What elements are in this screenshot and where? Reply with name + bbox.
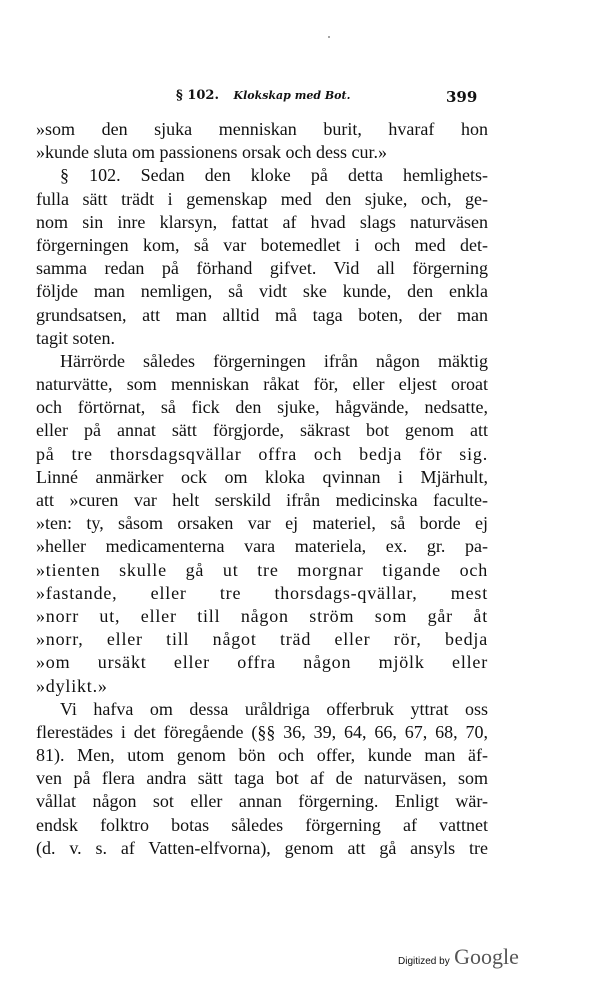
text-line: »om ursäkt eller offra någon mjölk eller [36, 652, 488, 673]
text-line: nom sin inre klarsyn, fattat af hvad slags naturväsen [36, 211, 488, 232]
text-line: »norr, eller till något träd eller rör, bedja [36, 629, 488, 650]
text-line: fulla sätt trädt i gemenskap med den sjuke, och, ge- [36, 188, 488, 209]
text-line: vållat någon sot eller annan förgerning. Enligt wär- [36, 791, 488, 812]
text-line: »tienten skulle gå ut tre morgnar tigande och [36, 559, 488, 580]
text-line: samma redan på förhand gifvet. Vid all förgerning [36, 258, 488, 279]
text-line: naturvätte, som menniskan råkat för, eller eljest oroat [36, 374, 488, 395]
text-line: eller på annat sätt förgjorde, säkrast bot genom att [36, 420, 488, 441]
page-number: 399 [446, 88, 478, 106]
text-line: grundsatsen, att man alltid må taga boten, der man [36, 304, 488, 325]
text-line: förgerningen kom, så var botemedlet i och med det- [36, 234, 488, 255]
text-line: »kunde sluta om passionens orsak och dess cur.» [36, 142, 387, 163]
text-line: ven på flera andra sätt taga bot af de naturväsen, som [36, 768, 488, 789]
text-line: och förtörnat, så fick den sjuke, hågvände, nedsatte, [36, 397, 488, 418]
text-line: »heller medicamenterna vara materiela, ex. gr. pa- [36, 536, 488, 557]
text-line: tagit soten. [36, 327, 115, 348]
running-title: Klokskap med Bot. [233, 89, 351, 102]
text-line: flerestädes i det föregående (§§ 36, 39, 64, 66, 67, 68, 70, [36, 721, 488, 742]
text-line: på tre thorsdagsqvällar offra och bedja för sig. [36, 443, 488, 464]
text-line: »som den sjuka menniskan burit, hvaraf hon [36, 119, 488, 139]
speck [328, 36, 330, 38]
digitization-watermark [398, 944, 519, 970]
text-line: följde man nemligen, så vidt ske kunde, den enkla [36, 281, 488, 302]
text-line: »ten: ty, såsom orsaken var ej materiel, så borde ej [36, 513, 488, 534]
text-line: (d. v. s. af Vatten-elfvorna), genom att gå ansyls tre [36, 837, 488, 858]
google-logo-text: Google [454, 944, 519, 969]
body-text [36, 118, 488, 860]
text-line: Härrörde således förgerningen ifrån någon mäktig [60, 350, 488, 371]
text-line: Linné anmärker ock om kloka qvinnan i Mjärhult, [36, 466, 488, 487]
digitized-by-label: Digitized by [398, 956, 450, 967]
section-number: § 102. [176, 88, 219, 103]
text-line: »fastande, eller tre thorsdags-qvällar, mest [36, 582, 488, 603]
text-line: Vi hafva om dessa uråldriga offerbruk yttrat oss [60, 698, 488, 719]
text-line: 81). Men, utom genom bön och offer, kunde man äf- [36, 745, 488, 766]
text-line: att »curen var helt serskild ifrån medicinska faculte- [36, 490, 488, 510]
text-line: § 102. Sedan den kloke på detta hemlighets- [60, 165, 488, 186]
text-line: »norr ut, eller till någon ström som går åt [36, 605, 488, 626]
text-line: endsk folktro botas således förgerning af vattnet [36, 814, 488, 835]
text-line: »dylikt.» [36, 675, 108, 696]
